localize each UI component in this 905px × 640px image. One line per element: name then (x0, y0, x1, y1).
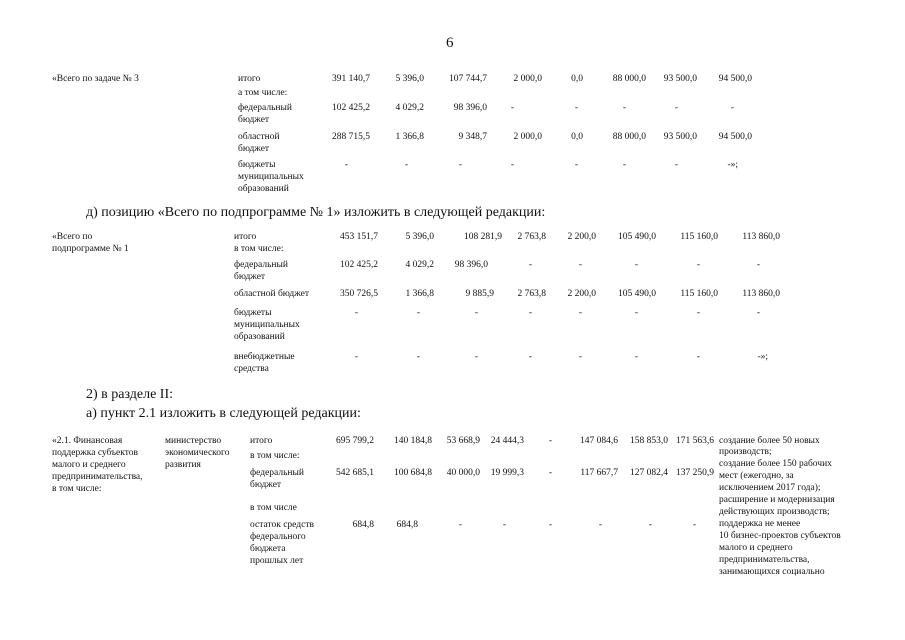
sub1-cell: - (578, 352, 582, 362)
task3-cell: -»; (727, 160, 738, 170)
sub1-cell: - (354, 308, 358, 318)
sub1-cell: 113 860,0 (742, 289, 780, 299)
item21-cell: 137 250,9 (676, 468, 714, 478)
task3-row-label: муниципальных (238, 172, 304, 182)
item21-row-label: остаток средств (250, 520, 314, 530)
item21-result: исключением 2017 года); (719, 483, 821, 493)
item21-label: малого и среднего (52, 460, 126, 470)
sub1-row-label: образований (234, 332, 285, 342)
heading-2: 2) в разделе II: (86, 387, 174, 402)
item21-cell: - (598, 520, 602, 530)
sub1-cell: 108 281,9 (464, 232, 502, 242)
sub1-cell: - (696, 308, 700, 318)
sub1-cell: - (634, 308, 638, 318)
task3-cell: - (574, 160, 578, 170)
task3-cell: - (404, 160, 408, 170)
item21-result: 10 бизнес-проектов субъектов (719, 531, 841, 541)
task3-cell: 94 500,0 (718, 74, 752, 84)
sub1-row-label: внебюджетные (234, 352, 295, 362)
sub1-cell: - (696, 352, 700, 362)
task3-cell: 102 425,2 (332, 103, 370, 113)
task3-cell: 5 396,0 (395, 74, 424, 84)
sub1-cell: - (416, 352, 420, 362)
item21-cell: - (548, 436, 552, 446)
sub1-cell: - (634, 260, 638, 270)
item21-cell: 684,8 (396, 520, 418, 530)
task3-cell: 94 500,0 (718, 132, 752, 142)
task3-cell: - (344, 160, 348, 170)
sub1-cell: 5 396,0 (405, 232, 434, 242)
sub1-cell: - (528, 352, 532, 362)
task3-cell: 107 744,7 (449, 74, 487, 84)
item21-cell: 40 000,0 (446, 468, 480, 478)
task3-cell: - (458, 160, 462, 170)
sub1-cell: 105 490,0 (618, 289, 656, 299)
task3-cell: 391 140,7 (332, 74, 370, 84)
item21-row-label: федеральный (250, 468, 304, 478)
task3-cell: 98 396,0 (453, 103, 487, 113)
item21-cell: - (458, 520, 462, 530)
item21-cell: 684,8 (352, 520, 374, 530)
item21-result: малого и среднего (719, 543, 793, 553)
item21-cell: 140 184,8 (394, 436, 432, 446)
task3-cell: 93 500,0 (663, 74, 697, 84)
heading-a: а) пункт 2.1 изложить в следующей редакции: (86, 406, 361, 421)
task3-row-label: бюджет (238, 144, 270, 154)
sub1-cell: -»; (757, 352, 768, 362)
task3-cell: 0,0 (571, 74, 583, 84)
item21-result: мест (ежегодно, за (719, 471, 794, 481)
task3-cell: - (574, 103, 578, 113)
item21-cell: 147 084,6 (580, 436, 618, 446)
sub1-row-label: областной бюджет (234, 289, 310, 299)
item21-executor: развития (165, 460, 201, 470)
sub1-cell: - (696, 260, 700, 270)
sub1-cell: - (474, 352, 478, 362)
task3-cell: 288 715,5 (332, 132, 370, 142)
sub1-cell: - (634, 352, 638, 362)
item21-cell: 24 444,3 (490, 436, 524, 446)
item21-row-label: бюджета (250, 544, 286, 554)
item21-row-label: итого (250, 436, 273, 446)
sub1-cell: 9 885,9 (465, 289, 494, 299)
item21-cell: 117 667,7 (580, 468, 618, 478)
item21-cell: 542 685,1 (336, 468, 374, 478)
item21-executor: экономического (165, 448, 230, 458)
item21-cell: - (692, 520, 696, 530)
sub1-cell: 98 396,0 (454, 260, 488, 270)
item21-row-label: в том числе: (250, 451, 300, 461)
sub1-cell: 115 160,0 (680, 232, 718, 242)
task3-label: «Всего по задаче № 3 (52, 74, 139, 84)
item21-label: в том числе: (52, 484, 102, 494)
sub1-cell: - (528, 308, 532, 318)
item21-row-label: бюджет (250, 480, 282, 490)
sub1-cell: 453 151,7 (340, 232, 378, 242)
task3-cell: 2 000,0 (513, 74, 542, 84)
item21-row-label: федерального (250, 532, 306, 542)
sub1-cell: - (578, 308, 582, 318)
sub1-cell: 102 425,2 (340, 260, 378, 270)
item21-cell: 171 563,6 (676, 436, 714, 446)
item21-cell: 19 999,3 (490, 468, 524, 478)
task3-cell: 93 500,0 (663, 132, 697, 142)
sub1-cell: - (416, 308, 420, 318)
task3-cell: 9 348,7 (458, 132, 487, 142)
sub1-cell: - (354, 352, 358, 362)
task3-cell: 88 000,0 (612, 132, 646, 142)
sub1-row-label: муниципальных (234, 320, 300, 330)
item21-result: создание более 150 рабочих (719, 459, 832, 469)
sub1-cell: 115 160,0 (680, 289, 718, 299)
item21-cell: - (502, 520, 506, 530)
task3-cell: 4 029,2 (395, 103, 424, 113)
sub1-cell: 113 860,0 (742, 232, 780, 242)
sub1-label: «Всего по (52, 232, 93, 242)
sub1-cell: - (528, 260, 532, 270)
task3-cell: 0,0 (571, 132, 583, 142)
sub1-cell: 105 490,0 (618, 232, 656, 242)
item21-result: производств; (719, 447, 772, 457)
task3-row-label: бюджеты (238, 160, 276, 170)
task3-cell: - (674, 160, 678, 170)
item21-result: поддержка не менее (719, 519, 801, 529)
item21-result: занимающихся социально (719, 567, 825, 577)
item21-label: поддержка субъектов (52, 448, 139, 458)
sub1-cell: 1 366,8 (405, 289, 434, 299)
task3-cell: - (674, 103, 678, 113)
item21-executor: министерство (165, 436, 222, 446)
sub1-cell: - (578, 260, 582, 270)
sub1-label: подпрограмме № 1 (52, 244, 129, 254)
sub1-cell: 350 726,5 (340, 289, 378, 299)
sub1-row-label: итого (234, 232, 257, 242)
item21-label: предпринимательства, (52, 472, 143, 482)
task3-cell: - (510, 160, 514, 170)
item21-result: создание более 50 новых (719, 436, 820, 446)
task3-cell: - (622, 160, 626, 170)
task3-cell: - (730, 103, 734, 113)
sub1-row-label: бюджет (234, 272, 266, 282)
task3-row-label: образований (238, 184, 289, 194)
task3-cell: - (622, 103, 626, 113)
task3-row-label: федеральный (238, 103, 292, 113)
item21-cell: - (648, 520, 652, 530)
task3-cell: - (510, 103, 514, 113)
item21-cell: 127 082,4 (630, 468, 668, 478)
item21-cell: - (548, 468, 552, 478)
item21-row-label: в том числе (250, 503, 297, 513)
sub1-row-label: в том числе: (234, 244, 284, 254)
sub1-cell: 2 200,0 (567, 289, 596, 299)
task3-row-label: бюджет (238, 115, 270, 125)
item21-cell: - (548, 520, 552, 530)
task3-cell: 1 366,8 (395, 132, 424, 142)
sub1-row-label: средства (234, 364, 269, 374)
sub1-cell: 2 200,0 (567, 232, 596, 242)
sub1-row-label: бюджеты (234, 308, 272, 318)
heading-d: д) позицию «Всего по подпрограмме № 1» изложить в следующей редакции: (86, 205, 546, 220)
item21-cell: 53 668,9 (446, 436, 480, 446)
page-number: 6 (446, 35, 454, 51)
sub1-cell: 4 029,2 (405, 260, 434, 270)
item21-cell: 695 799,2 (336, 436, 374, 446)
task3-cell: 2 000,0 (513, 132, 542, 142)
sub1-cell: 2 763,8 (517, 232, 546, 242)
item21-row-label: прошлых лет (250, 556, 304, 566)
item21-cell: 100 684,8 (394, 468, 432, 478)
item21-label: «2.1. Финансовая (52, 436, 123, 446)
sub1-cell: - (756, 308, 760, 318)
sub1-row-label: федеральный (234, 260, 288, 270)
item21-result: действующих производств; (719, 507, 830, 517)
sub1-cell: - (756, 260, 760, 270)
sub1-cell: - (474, 308, 478, 318)
task3-row-label: областной (238, 132, 280, 142)
item21-result: предпринимательства, (719, 555, 810, 565)
sub1-cell: 2 763,8 (517, 289, 546, 299)
item21-cell: 158 853,0 (630, 436, 668, 446)
task3-row-label: а том числе: (238, 88, 288, 98)
task3-row-label: итого (238, 74, 261, 84)
item21-result: расширение и модернизация (719, 495, 835, 505)
task3-cell: 88 000,0 (612, 74, 646, 84)
